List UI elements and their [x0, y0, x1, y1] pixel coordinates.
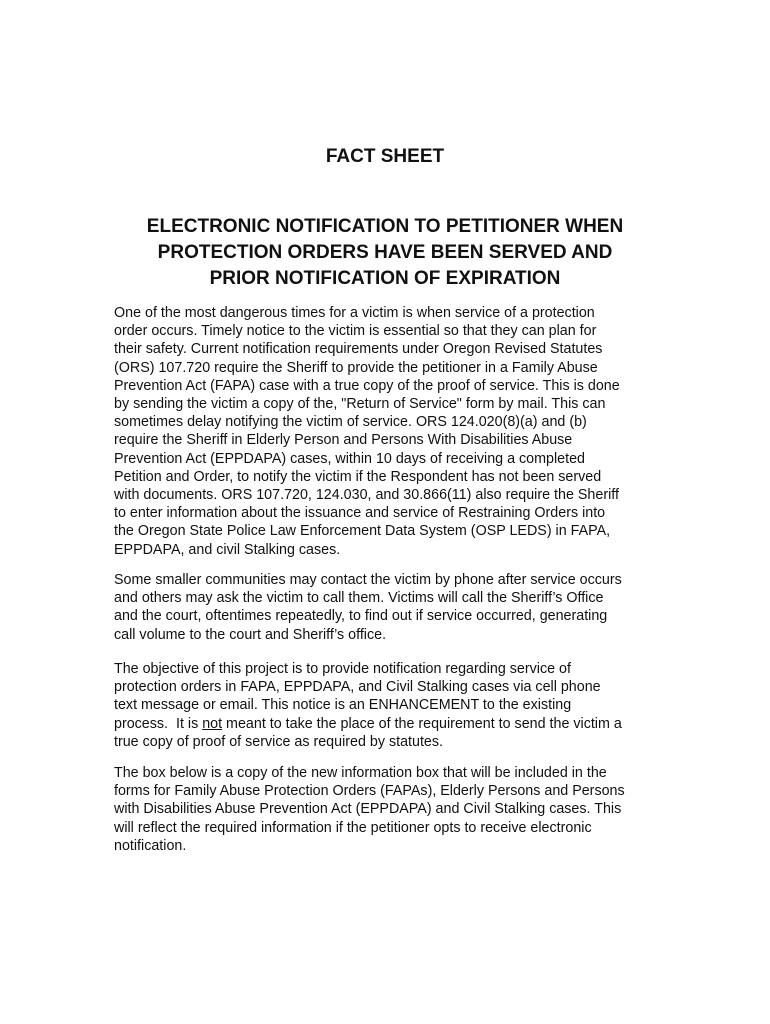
text-line: (ORS) 107.720 require the Sheriff to provide the petitioner in a Family Abuse [114, 359, 598, 376]
paragraph-box-below [114, 764, 674, 855]
text-line: The box below is a copy of the new information box that will be included in the [114, 765, 607, 781]
text-line: will reflect the required information if the petitioner opts to receive electronic [114, 819, 592, 836]
main-heading [100, 214, 670, 292]
text-line: require the Sheriff in Elderly Person and Persons With Disabilities Abuse [114, 432, 573, 449]
text-line: Petition and Order, to notify the victim if the Respondent has not been served [114, 468, 602, 485]
text-line: The objective of this project is to provide notification regarding service of [114, 661, 571, 677]
text-segment: process. It is [114, 715, 203, 732]
underlined-not: not [202, 715, 223, 732]
text-line: sometimes delay notifying the victim of service. ORS 124.020(8)(a) and (b) [114, 414, 587, 431]
text-line: and others may ask the victim to call them. Victims will call the Sheriff’s Office [114, 590, 604, 607]
paragraph-objective [114, 660, 674, 751]
text-line: EPPDAPA, and civil Stalking cases. [114, 541, 341, 558]
paragraph-smaller-communities [114, 571, 674, 644]
text-line-with-emphasis [114, 715, 674, 733]
text-line: by sending the victim a copy of the, "Return of Service" form by mail. This can [114, 396, 606, 413]
heading-line: PROTECTION ORDERS HAVE BEEN SERVED AND [157, 242, 613, 263]
text-line: call volume to the court and Sheriff’s office. [114, 626, 387, 643]
text-line: One of the most dangerous times for a victim is when service of a protection [114, 305, 595, 321]
text-line: protection orders in FAPA, EPPDAPA, and Civil Stalking cases via cell phone [114, 679, 601, 696]
text-line: Prevention Act (EPPDAPA) cases, within 10 days of receiving a completed [114, 450, 585, 467]
text-line: to enter information about the issuance and service of Restraining Orders into [114, 505, 606, 522]
text-line: Prevention Act (FAPA) case with a true copy of the proof of service. This is done [114, 377, 620, 394]
text-line: text message or email. This notice is an ENHANCEMENT to the existing [114, 697, 572, 714]
text-segment: meant to take the place of the requirement to send the victim a [222, 715, 622, 732]
text-line: and the court, oftentimes repeatedly, to find out if service occurred, generating [114, 608, 608, 625]
text-line: with documents. ORS 107.720, 124.030, and 30.866(11) also require the Sheriff [114, 487, 619, 504]
text-line: the Oregon State Police Law Enforcement Data System (OSP LEDS) in FAPA, [114, 523, 611, 540]
paragraph-dangerous-times [114, 304, 674, 559]
text-line: their safety. Current notification requirements under Oregon Revised Statutes [114, 341, 603, 358]
text-line: forms for Family Abuse Protection Orders (FAPAs), Elderly Persons and Persons [114, 783, 625, 800]
heading-line: PRIOR NOTIFICATION OF EXPIRATION [209, 268, 561, 289]
text-line: true copy of proof of service as required by statutes. [114, 733, 443, 750]
text-line: Some smaller communities may contact the victim by phone after service occurs [114, 572, 622, 588]
text-line: with Disabilities Abuse Prevention Act (EPPDAPA) and Civil Stalking cases. This [114, 801, 622, 818]
text-line: order occurs. Timely notice to the victim is essential so that they can plan for [114, 323, 597, 340]
text-line: notification. [114, 837, 187, 854]
fact-sheet-title: FACT SHEET [325, 146, 445, 167]
heading-line: ELECTRONIC NOTIFICATION TO PETITIONER WHEN [146, 216, 624, 237]
